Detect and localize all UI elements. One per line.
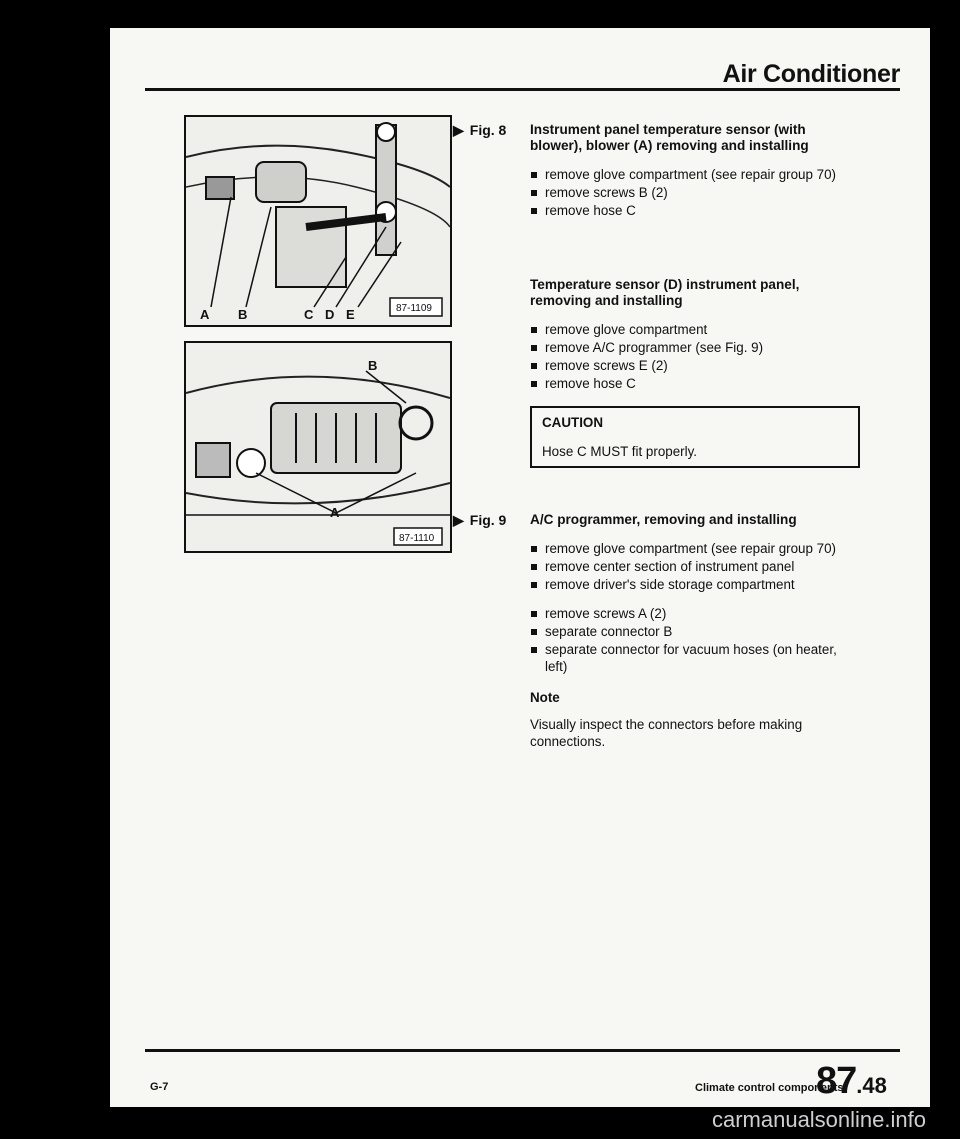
caution-box	[530, 406, 860, 468]
step-list	[530, 321, 860, 392]
fig8-label-a: A	[200, 307, 210, 322]
figure-8-illustration	[184, 115, 452, 327]
step-item: remove screws B (2)	[530, 184, 860, 201]
caution-text: Hose C MUST fit properly.	[542, 444, 698, 459]
note-title: Note	[530, 690, 560, 705]
fig9-code: 87-1110	[399, 533, 435, 544]
step-item: remove A/C programmer (see Fig. 9)	[530, 339, 860, 356]
step-item: remove hose C	[530, 375, 860, 392]
step-item: separate connector for vacuum hoses (on heater, left)	[530, 641, 860, 675]
step-item: remove glove compartment (see repair group 70)	[530, 540, 860, 557]
step-list	[530, 540, 860, 593]
top-rule	[145, 88, 900, 91]
section-heading: Temperature sensor (D) instrument panel, removing and installing	[530, 277, 800, 308]
manual-page	[110, 28, 930, 1107]
pointer-arrow-icon: ▶	[453, 512, 464, 528]
watermark: carmanualsonline.info	[711, 1107, 926, 1132]
page-title: Air Conditioner	[722, 60, 900, 88]
figure-9-drawing	[186, 343, 450, 551]
section-heading: Instrument panel temperature sensor (with blower), blower (A) removing and installing	[530, 122, 809, 153]
section-blower-sensor	[530, 122, 860, 231]
fig8-code: 87-1109	[396, 303, 432, 314]
fig8-label-c: C	[304, 307, 314, 322]
step-item: remove screws E (2)	[530, 357, 860, 374]
footer-page-code: G-7	[150, 1081, 169, 1093]
fig9-label-b: B	[368, 358, 378, 373]
step-item: remove driver's side storage compartment	[530, 576, 860, 593]
figure-8-drawing	[186, 117, 450, 325]
fig8-label-e: E	[346, 307, 355, 322]
figure-9-illustration	[184, 341, 452, 553]
section-temperature-sensor	[530, 277, 860, 486]
fig8-label-b: B	[238, 307, 248, 322]
figure-9-tag: ▶ Fig. 9	[453, 512, 507, 528]
bottom-rule	[145, 1049, 900, 1052]
footer-page-number: 87.48	[816, 1060, 887, 1102]
step-item: remove screws A (2)	[530, 605, 860, 622]
step-item: remove hose C	[530, 202, 860, 219]
note-text: Visually inspect the connectors before making connections.	[530, 717, 803, 749]
fig8-label-d: D	[325, 307, 335, 322]
pointer-arrow-icon: ▶	[453, 122, 464, 138]
fig9-label-a: A	[330, 505, 340, 520]
section-heading: A/C programmer, removing and installing	[530, 512, 797, 527]
step-item: remove glove compartment (see repair group 70)	[530, 166, 860, 183]
step-item: remove glove compartment	[530, 321, 860, 338]
caution-title: CAUTION	[542, 415, 603, 430]
footer-section-title: Climate control components	[695, 1082, 844, 1094]
step-list	[530, 605, 860, 675]
step-list	[530, 166, 860, 219]
figure-8-tag: ▶ Fig. 8	[453, 122, 507, 138]
step-item: separate connector B	[530, 623, 860, 640]
section-ac-programmer	[530, 512, 860, 750]
step-item: remove center section of instrument panel	[530, 558, 860, 575]
